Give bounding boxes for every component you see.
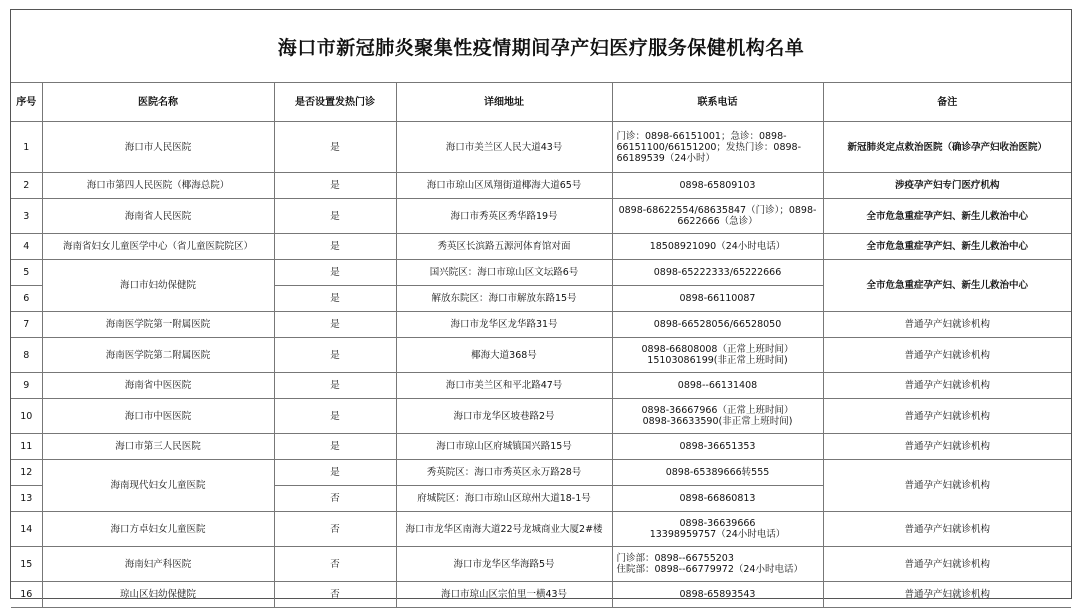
- table-row: [11, 547, 1071, 582]
- table-row: [11, 373, 1071, 399]
- cell-no: 13: [11, 486, 42, 512]
- table-row: [11, 399, 1071, 434]
- cell-no: 15: [11, 547, 42, 582]
- table-row: [11, 234, 1071, 260]
- cell-no: 2: [11, 173, 42, 199]
- cell-fever: 是: [274, 373, 396, 399]
- cell-name: 海口市第四人民医院（椰海总院）: [42, 173, 274, 199]
- cell-no: 8: [11, 338, 42, 373]
- cell-address: 秀英区长滨路五源河体育馆对面: [396, 234, 612, 260]
- cell-phone: 0898--66131408: [612, 373, 823, 399]
- cell-name: 海南妇产科医院: [42, 547, 274, 582]
- header-no: 序号: [11, 83, 42, 122]
- cell-note: 普通孕产妇就诊机构: [823, 460, 1071, 512]
- cell-no: 5: [11, 260, 42, 286]
- cell-name: 海口市第三人民医院: [42, 434, 274, 460]
- cell-note: 全市危急重症孕产妇、新生儿救治中心: [823, 260, 1071, 312]
- cell-fever: 是: [274, 286, 396, 312]
- table-row: [11, 434, 1071, 460]
- cell-note: 普通孕产妇就诊机构: [823, 582, 1071, 608]
- cell-fever: 是: [274, 234, 396, 260]
- cell-address: 海口市龙华区龙华路31号: [396, 312, 612, 338]
- page-title: 海口市新冠肺炎聚集性疫情期间孕产妇医疗服务保健机构名单: [277, 36, 805, 59]
- table-row: [11, 312, 1071, 338]
- cell-address: 椰海大道368号: [396, 338, 612, 373]
- cell-no: 9: [11, 373, 42, 399]
- cell-address: 海口市龙华区坡巷路2号: [396, 399, 612, 434]
- table-row: [11, 260, 1071, 286]
- cell-fever: 是: [274, 260, 396, 286]
- cell-fever: 否: [274, 512, 396, 547]
- cell-note: 全市危急重症孕产妇、新生儿救治中心: [823, 199, 1071, 234]
- cell-no: 12: [11, 460, 42, 486]
- title-box: [11, 10, 1071, 83]
- cell-address: 海口市秀英区秀华路19号: [396, 199, 612, 234]
- cell-address: 府城院区：海口市琼山区琼州大道18-1号: [396, 486, 612, 512]
- cell-name: 海口市妇幼保健院: [42, 260, 274, 312]
- cell-phone: 0898-36667966（正常上班时间） 0898-36633590(非正常上班时间): [612, 399, 823, 434]
- cell-name: 海南省中医医院: [42, 373, 274, 399]
- table-row: [11, 460, 1071, 486]
- header-phone: 联系电话: [612, 83, 823, 122]
- cell-no: 14: [11, 512, 42, 547]
- cell-name: 海南省人民医院: [42, 199, 274, 234]
- cell-address: 秀英院区：海口市秀英区永万路28号: [396, 460, 612, 486]
- cell-name: 海南医学院第二附属医院: [42, 338, 274, 373]
- cell-phone: 门诊：0898-66151001；急诊：0898-66151100/66151200；发热门诊：0898-66189539（24小时）: [612, 122, 823, 173]
- cell-note: 普通孕产妇就诊机构: [823, 373, 1071, 399]
- cell-phone: 0898-66808008（正常上班时间） 15103086199(非正常上班时间): [612, 338, 823, 373]
- cell-address: 海口市龙华区南海大道22号龙城商业大厦2#楼: [396, 512, 612, 547]
- cell-note: 普通孕产妇就诊机构: [823, 399, 1071, 434]
- cell-phone: 0898-66528056/66528050: [612, 312, 823, 338]
- hospital-table: [11, 82, 1071, 608]
- cell-phone: 0898-66860813: [612, 486, 823, 512]
- cell-address: 海口市琼山区府城镇国兴路15号: [396, 434, 612, 460]
- table-row: [11, 512, 1071, 547]
- cell-phone: 0898-36651353: [612, 434, 823, 460]
- cell-note: 普通孕产妇就诊机构: [823, 338, 1071, 373]
- cell-fever: 否: [274, 582, 396, 608]
- cell-no: 16: [11, 582, 42, 608]
- cell-no: 1: [11, 122, 42, 173]
- cell-phone: 0898-36639666 13398959757（24小时电话）: [612, 512, 823, 547]
- cell-address: 国兴院区：海口市琼山区文坛路6号: [396, 260, 612, 286]
- document-frame: [10, 9, 1072, 599]
- cell-name: 海南省妇女儿童医学中心（省儿童医院院区）: [42, 234, 274, 260]
- cell-fever: 是: [274, 460, 396, 486]
- cell-address: 海口市美兰区人民大道43号: [396, 122, 612, 173]
- cell-no: 7: [11, 312, 42, 338]
- cell-address: 海口市龙华区华海路5号: [396, 547, 612, 582]
- cell-note: 普通孕产妇就诊机构: [823, 434, 1071, 460]
- cell-fever: 是: [274, 122, 396, 173]
- cell-note: 涉疫孕产妇专门医疗机构: [823, 173, 1071, 199]
- cell-name: 海南现代妇女儿童医院: [42, 460, 274, 512]
- cell-phone: 18508921090（24小时电话）: [612, 234, 823, 260]
- cell-no: 4: [11, 234, 42, 260]
- cell-note: 普通孕产妇就诊机构: [823, 512, 1071, 547]
- cell-note: 新冠肺炎定点救治医院（确诊孕产妇收治医院）: [823, 122, 1071, 173]
- cell-no: 10: [11, 399, 42, 434]
- cell-fever: 否: [274, 547, 396, 582]
- header-name: 医院名称: [42, 83, 274, 122]
- cell-name: 海口方卓妇女儿童医院: [42, 512, 274, 547]
- cell-fever: 是: [274, 173, 396, 199]
- cell-phone: 0898-65893543: [612, 582, 823, 608]
- table-row: [11, 338, 1071, 373]
- cell-name: 琼山区妇幼保健院: [42, 582, 274, 608]
- cell-phone: 0898-66110087: [612, 286, 823, 312]
- cell-note: 普通孕产妇就诊机构: [823, 312, 1071, 338]
- cell-no: 3: [11, 199, 42, 234]
- table-header-row: [11, 83, 1071, 122]
- cell-address: 解放东院区：海口市解放东路15号: [396, 286, 612, 312]
- cell-name: 海南医学院第一附属医院: [42, 312, 274, 338]
- cell-phone: 门诊部：0898--66755203 住院部：0898--66779972（24小时电话）: [612, 547, 823, 582]
- header-fever: 是否设置发热门诊: [274, 83, 396, 122]
- cell-fever: 否: [274, 486, 396, 512]
- table-row: [11, 122, 1071, 173]
- table-row: [11, 173, 1071, 199]
- table-row: [11, 582, 1071, 608]
- cell-phone: 0898-65389666转555: [612, 460, 823, 486]
- cell-phone: 0898-68622554/68635847（门诊）；0898-6622666（急诊）: [612, 199, 823, 234]
- cell-fever: 是: [274, 199, 396, 234]
- cell-name: 海口市中医医院: [42, 399, 274, 434]
- cell-no: 6: [11, 286, 42, 312]
- cell-address: 海口市美兰区和平北路47号: [396, 373, 612, 399]
- header-address: 详细地址: [396, 83, 612, 122]
- cell-note: 全市危急重症孕产妇、新生儿救治中心: [823, 234, 1071, 260]
- cell-address: 海口市琼山区宗伯里一横43号: [396, 582, 612, 608]
- cell-note: 普通孕产妇就诊机构: [823, 547, 1071, 582]
- header-note: 备注: [823, 83, 1071, 122]
- cell-no: 11: [11, 434, 42, 460]
- cell-fever: 是: [274, 434, 396, 460]
- cell-fever: 是: [274, 312, 396, 338]
- table-row: [11, 199, 1071, 234]
- cell-name: 海口市人民医院: [42, 122, 274, 173]
- cell-address: 海口市琼山区凤翔街道椰海大道65号: [396, 173, 612, 199]
- cell-fever: 是: [274, 338, 396, 373]
- cell-phone: 0898-65222333/65222666: [612, 260, 823, 286]
- cell-fever: 是: [274, 399, 396, 434]
- cell-phone: 0898-65809103: [612, 173, 823, 199]
